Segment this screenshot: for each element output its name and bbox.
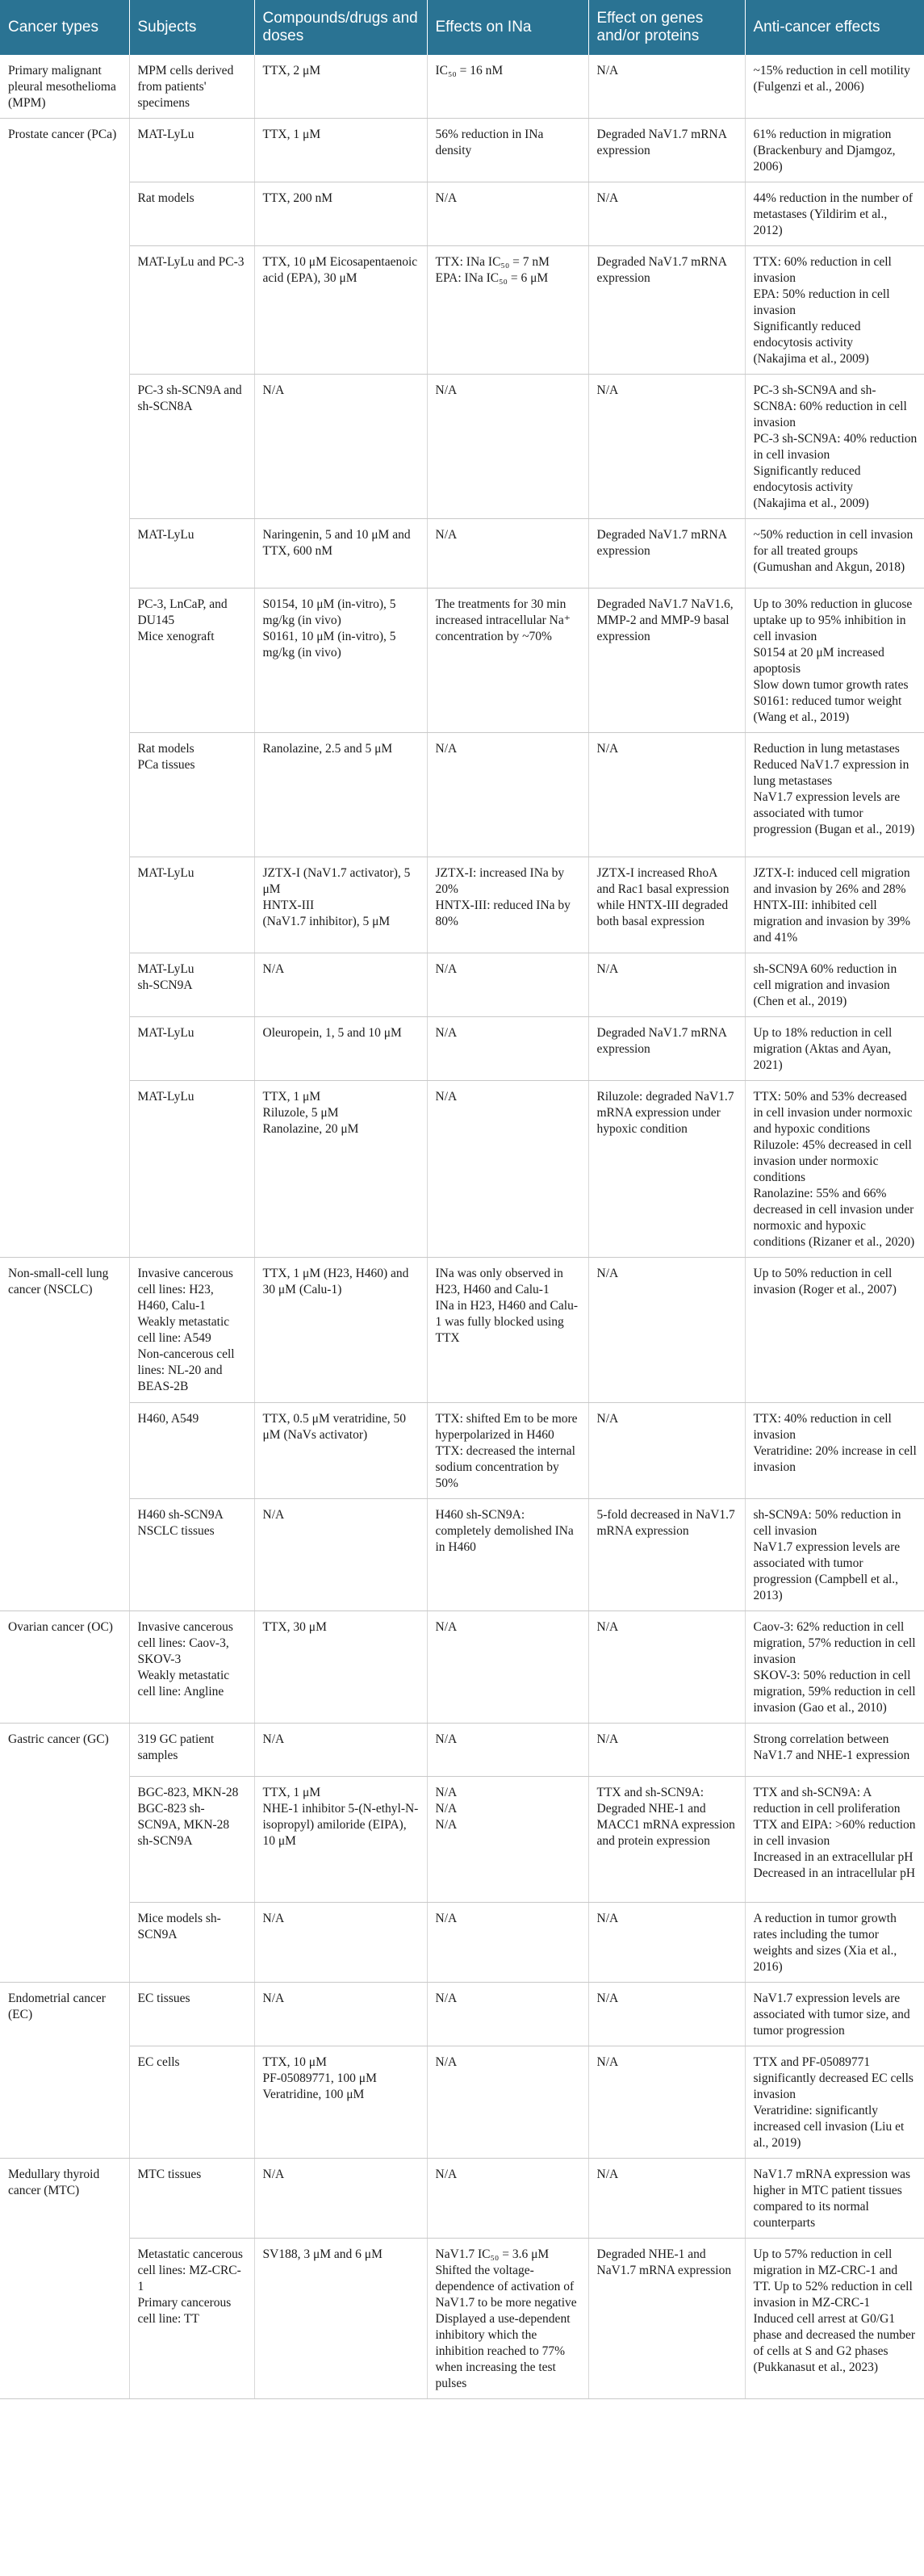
cell-ina: NaV1.7 IC₅₀ = 3.6 μM Shifted the voltage-dependence of activation of NaV1.7 to be more negative Displayed a use-dependent inhibitory which the inhibition reached to 77% when increasing the test pulses — [427, 2239, 588, 2399]
cell-subjects: MTC tissues — [129, 2159, 254, 2239]
cell-subjects: Invasive cancerous cell lines: H23, H460, Calu-1 Weakly metastatic cell line: A549 Non-cancerous cell lines: NL-20 and BEAS-2B — [129, 1258, 254, 1403]
cell-compounds: TTX, 2 μM — [254, 55, 427, 119]
cell-effects: Up to 18% reduction in cell migration (Aktas and Ayan, 2021) — [745, 1017, 924, 1081]
cell-genes: Degraded NaV1.7 mRNA expression — [588, 1017, 745, 1081]
cell-genes: Degraded NaV1.7 mRNA expression — [588, 119, 745, 182]
cell-subjects: Rat models — [129, 182, 254, 246]
cell-ina: N/A — [427, 1983, 588, 2046]
cell-effects: A reduction in tumor growth rates including the tumor weights and sizes (Xia et al., 2016) — [745, 1903, 924, 1983]
cell-genes: Riluzole: degraded NaV1.7 mRNA expression under hypoxic condition — [588, 1081, 745, 1258]
cell-genes: N/A — [588, 55, 745, 119]
cell-effects: TTX and PF-05089771 significantly decreased EC cells invasion Veratridine: significantly increased cell invasion (Liu et al., 2019) — [745, 2046, 924, 2159]
cell-ina: JZTX-I: increased INa by 20% HNTX-III: reduced INa by 80% — [427, 857, 588, 953]
cell-genes: N/A — [588, 953, 745, 1017]
cell-effects: Up to 50% reduction in cell invasion (Roger et al., 2007) — [745, 1258, 924, 1403]
cell-ina: N/A — [427, 733, 588, 857]
table-row — [0, 1724, 924, 1777]
cell-compounds: N/A — [254, 1903, 427, 1983]
table-row — [0, 1983, 924, 2046]
table-row — [0, 1777, 924, 1903]
cell-ina: N/A — [427, 1903, 588, 1983]
cell-effects: Strong correlation between NaV1.7 and NHE-1 expression — [745, 1724, 924, 1777]
table-row — [0, 2239, 924, 2399]
cell-subjects: PC-3, LnCaP, and DU145 Mice xenograft — [129, 589, 254, 733]
cell-subjects: PC-3 sh-SCN9A and sh-SCN8A — [129, 375, 254, 519]
table-body — [0, 55, 924, 2399]
table-row — [0, 375, 924, 519]
cell-effects: TTX: 40% reduction in cell invasion Veratridine: 20% increase in cell invasion — [745, 1403, 924, 1499]
table-row — [0, 55, 924, 119]
cell-subjects: MAT-LyLu and PC-3 — [129, 246, 254, 375]
cell-genes: N/A — [588, 1611, 745, 1724]
cell-subjects: MAT-LyLu — [129, 119, 254, 182]
cell-compounds: TTX, 200 nM — [254, 182, 427, 246]
cell-genes: N/A — [588, 733, 745, 857]
header-row — [0, 0, 924, 55]
cell-ina: N/A N/A N/A — [427, 1777, 588, 1903]
header-effects-ina: Effects on INa — [427, 0, 588, 55]
cell-genes: JZTX-I increased RhoA and Rac1 basal expression while HNTX-III degraded both basal expression — [588, 857, 745, 953]
cell-subjects: Invasive cancerous cell lines: Caov-3, SKOV-3 Weakly metastatic cell line: Angline — [129, 1611, 254, 1724]
cell-genes: N/A — [588, 1983, 745, 2046]
cell-genes: N/A — [588, 1258, 745, 1403]
cell-genes: N/A — [588, 1903, 745, 1983]
cell-ina: N/A — [427, 1724, 588, 1777]
table-row — [0, 589, 924, 733]
cell-compounds: Ranolazine, 2.5 and 5 μM — [254, 733, 427, 857]
table-row — [0, 953, 924, 1017]
cell-compounds: TTX, 1 μM Riluzole, 5 μM Ranolazine, 20 μM — [254, 1081, 427, 1258]
cell-cancer-type: Endometrial cancer (EC) — [0, 1983, 129, 2159]
table-row — [0, 182, 924, 246]
table-row — [0, 1499, 924, 1611]
cell-compounds: N/A — [254, 1499, 427, 1611]
cell-effects: ~15% reduction in cell motility (Fulgenzi et al., 2006) — [745, 55, 924, 119]
cell-subjects: EC cells — [129, 2046, 254, 2159]
cell-effects: PC-3 sh-SCN9A and sh-SCN8A: 60% reduction in cell invasion PC-3 sh-SCN9A: 40% reduction in cell invasion Significantly reduced endocytosis activity (Nakajima et al., 2009) — [745, 375, 924, 519]
cell-effects: NaV1.7 expression levels are associated with tumor size, and tumor progression — [745, 1983, 924, 2046]
cell-ina: INa was only observed in H23, H460 and Calu-1 INa in H23, H460 and Calu-1 was fully blocked using TTX — [427, 1258, 588, 1403]
header-cancer-types: Cancer types — [0, 0, 129, 55]
table-row — [0, 733, 924, 857]
cell-genes: N/A — [588, 1403, 745, 1499]
table-row — [0, 1611, 924, 1724]
header-subjects: Subjects — [129, 0, 254, 55]
cell-compounds: TTX, 1 μM (H23, H460) and 30 μM (Calu-1) — [254, 1258, 427, 1403]
cell-genes: 5-fold decreased in NaV1.7 mRNA expression — [588, 1499, 745, 1611]
cell-effects: Up to 57% reduction in cell migration in MZ-CRC-1 and TT. Up to 52% reduction in cell invasion in MZ-CRC-1 Induced cell arrest at G0/G1 phase and decreased the number of cells at S and G2 phases (Pukkanasut et al., 2023) — [745, 2239, 924, 2399]
cell-ina: N/A — [427, 2159, 588, 2239]
cell-compounds: N/A — [254, 953, 427, 1017]
cell-effects: TTX and sh-SCN9A: A reduction in cell proliferation TTX and EIPA: >60% reduction in cell invasion Increased in an extracellular pH Decreased in an intracellular pH — [745, 1777, 924, 1903]
cell-subjects: MAT-LyLu — [129, 1081, 254, 1258]
cell-effects: sh-SCN9A: 50% reduction in cell invasion NaV1.7 expression levels are associated with tumor progression (Campbell et al., 2013) — [745, 1499, 924, 1611]
cell-ina: N/A — [427, 519, 588, 589]
cell-subjects: Metastatic cancerous cell lines: MZ-CRC-1 Primary cancerous cell line: TT — [129, 2239, 254, 2399]
cell-effects: Reduction in lung metastases Reduced NaV1.7 expression in lung metastases NaV1.7 expression levels are associated with tumor progression (Bugan et al., 2019) — [745, 733, 924, 857]
cell-effects: 61% reduction in migration (Brackenbury and Djamgoz, 2006) — [745, 119, 924, 182]
cell-ina: N/A — [427, 375, 588, 519]
cell-effects: JZTX-I: induced cell migration and invasion by 26% and 28% HNTX-III: inhibited cell migration and invasion by 39% and 41% — [745, 857, 924, 953]
table-row — [0, 1903, 924, 1983]
cell-compounds: S0154, 10 μM (in-vitro), 5 mg/kg (in vivo) S0161, 10 μM (in-vitro), 5 mg/kg (in vivo) — [254, 589, 427, 733]
cell-effects: ~50% reduction in cell invasion for all treated groups (Gumushan and Akgun, 2018) — [745, 519, 924, 589]
cell-compounds: N/A — [254, 2159, 427, 2239]
cell-compounds: TTX, 0.5 μM veratridine, 50 μM (NaVs activator) — [254, 1403, 427, 1499]
cell-compounds: JZTX-I (NaV1.7 activator), 5 μM HNTX-III (NaV1.7 inhibitor), 5 μM — [254, 857, 427, 953]
cell-subjects: MAT-LyLu — [129, 519, 254, 589]
table-row — [0, 1017, 924, 1081]
cell-cancer-type: Primary malignant pleural mesothelioma (MPM) — [0, 55, 129, 119]
cell-subjects: H460, A549 — [129, 1403, 254, 1499]
cell-ina: N/A — [427, 953, 588, 1017]
cell-cancer-type: Prostate cancer (PCa) — [0, 119, 129, 1258]
cell-genes: N/A — [588, 2159, 745, 2239]
cell-effects: NaV1.7 mRNA expression was higher in MTC patient tissues compared to its normal counterparts — [745, 2159, 924, 2239]
cell-genes: Degraded NHE-1 and NaV1.7 mRNA expression — [588, 2239, 745, 2399]
table-row — [0, 119, 924, 182]
cell-compounds: Oleuropein, 1, 5 and 10 μM — [254, 1017, 427, 1081]
cell-compounds: Naringenin, 5 and 10 μM and TTX, 600 nM — [254, 519, 427, 589]
cell-subjects: MAT-LyLu — [129, 857, 254, 953]
cell-ina: H460 sh-SCN9A: completely demolished INa in H460 — [427, 1499, 588, 1611]
cell-ina: N/A — [427, 1611, 588, 1724]
table-row — [0, 2046, 924, 2159]
cell-compounds: N/A — [254, 375, 427, 519]
cell-genes: N/A — [588, 1724, 745, 1777]
cell-effects: 44% reduction in the number of metastases (Yildirim et al., 2012) — [745, 182, 924, 246]
header-anti-cancer-effects: Anti-cancer effects — [745, 0, 924, 55]
cell-compounds: N/A — [254, 1724, 427, 1777]
cell-ina: The treatments for 30 min increased intracellular Na⁺ concentration by ~70% — [427, 589, 588, 733]
cell-compounds: TTX, 10 μM Eicosapentaenoic acid (EPA), 30 μM — [254, 246, 427, 375]
cell-compounds: SV188, 3 μM and 6 μM — [254, 2239, 427, 2399]
table-row — [0, 1258, 924, 1403]
cell-compounds: TTX, 10 μM PF-05089771, 100 μM Veratridine, 100 μM — [254, 2046, 427, 2159]
cell-genes: Degraded NaV1.7 mRNA expression — [588, 246, 745, 375]
cell-cancer-type: Ovarian cancer (OC) — [0, 1611, 129, 1724]
cell-subjects: 319 GC patient samples — [129, 1724, 254, 1777]
cell-subjects: MPM cells derived from patients' specimens — [129, 55, 254, 119]
cell-effects: Caov-3: 62% reduction in cell migration, 57% reduction in cell invasion SKOV-3: 50% reduction in cell migration, 59% reduction in cell invasion (Gao et al., 2010) — [745, 1611, 924, 1724]
cell-ina: N/A — [427, 1081, 588, 1258]
table-row — [0, 1403, 924, 1499]
cell-subjects: EC tissues — [129, 1983, 254, 2046]
cell-ina: TTX: INa IC₅₀ = 7 nM EPA: INa IC₅₀ = 6 μM — [427, 246, 588, 375]
cell-subjects: Mice models sh-SCN9A — [129, 1903, 254, 1983]
cell-compounds: N/A — [254, 1983, 427, 2046]
cell-cancer-type: Medullary thyroid cancer (MTC) — [0, 2159, 129, 2399]
cell-genes: Degraded NaV1.7 mRNA expression — [588, 519, 745, 589]
cell-compounds: TTX, 1 μM NHE-1 inhibitor 5-(N-ethyl-N-isopropyl) amiloride (EIPA), 10 μM — [254, 1777, 427, 1903]
cell-genes: TTX and sh-SCN9A: Degraded NHE-1 and MACC1 mRNA expression and protein expression — [588, 1777, 745, 1903]
table-row — [0, 857, 924, 953]
cell-genes: N/A — [588, 2046, 745, 2159]
cell-cancer-type: Gastric cancer (GC) — [0, 1724, 129, 1983]
cell-effects: TTX: 50% and 53% decreased in cell invasion under normoxic and hypoxic conditions Riluzole: 45% decreased in cell invasion under normoxic conditions Ranolazine: 55% and 66% decreased in cell invasion under normoxic and hypoxic conditions (Rizaner et al., 2020) — [745, 1081, 924, 1258]
cell-ina: N/A — [427, 2046, 588, 2159]
cell-effects: sh-SCN9A 60% reduction in cell migration and invasion (Chen et al., 2019) — [745, 953, 924, 1017]
cell-subjects: Rat models PCa tissues — [129, 733, 254, 857]
table-row — [0, 1081, 924, 1258]
cell-genes: Degraded NaV1.7 NaV1.6, MMP-2 and MMP-9 basal expression — [588, 589, 745, 733]
cell-compounds: TTX, 1 μM — [254, 119, 427, 182]
cell-ina: N/A — [427, 182, 588, 246]
header-compounds: Compounds/drugs and doses — [254, 0, 427, 55]
cell-genes: N/A — [588, 182, 745, 246]
cell-subjects: MAT-LyLu sh-SCN9A — [129, 953, 254, 1017]
cell-ina: TTX: shifted Em to be more hyperpolarized in H460 TTX: decreased the internal sodium concentration by 50% — [427, 1403, 588, 1499]
cell-genes: N/A — [588, 375, 745, 519]
table-row — [0, 519, 924, 589]
cell-effects: Up to 30% reduction in glucose uptake up to 95% inhibition in cell invasion S0154 at 20 μM increased apoptosis Slow down tumor growth rates S0161: reduced tumor weight (Wang et al., 2019) — [745, 589, 924, 733]
table-row — [0, 246, 924, 375]
cell-ina: N/A — [427, 1017, 588, 1081]
cell-subjects: MAT-LyLu — [129, 1017, 254, 1081]
cell-compounds: TTX, 30 μM — [254, 1611, 427, 1724]
table-row — [0, 2159, 924, 2239]
cell-subjects: H460 sh-SCN9A NSCLC tissues — [129, 1499, 254, 1611]
header-genes-proteins: Effect on genes and/or proteins — [588, 0, 745, 55]
cell-cancer-type: Non-small-cell lung cancer (NSCLC) — [0, 1258, 129, 1611]
cell-subjects: BGC-823, MKN-28 BGC-823 sh-SCN9A, MKN-28 sh-SCN9A — [129, 1777, 254, 1903]
cell-effects: TTX: 60% reduction in cell invasion EPA: 50% reduction in cell invasion Significantly reduced endocytosis activity (Nakajima et al., 2009) — [745, 246, 924, 375]
cell-ina: IC₅₀ = 16 nM — [427, 55, 588, 119]
cell-ina: 56% reduction in INa density — [427, 119, 588, 182]
